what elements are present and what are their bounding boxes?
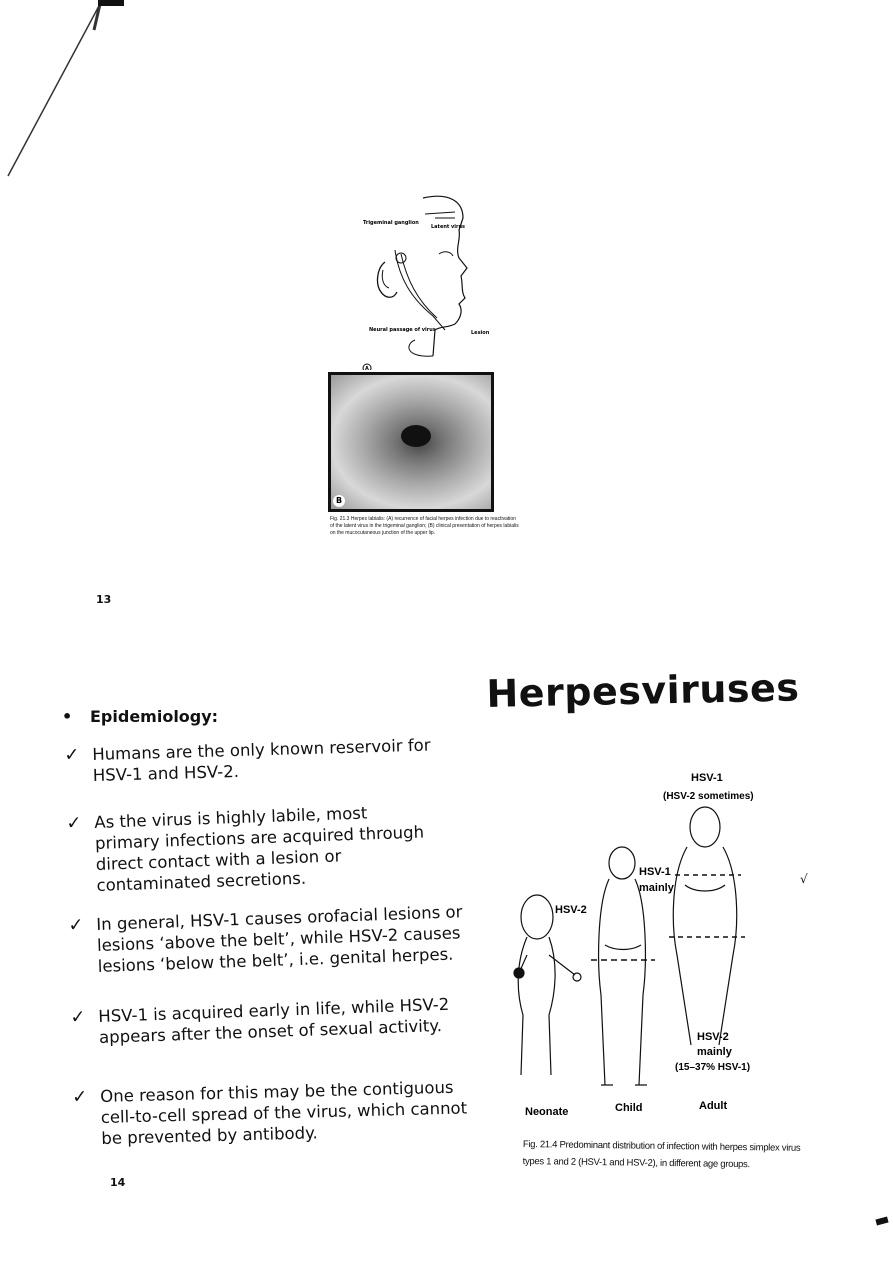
scan-mark-bottom-right bbox=[875, 1217, 888, 1226]
point-age-acquisition bbox=[70, 993, 459, 1048]
label-adult-bottom-sub: mainly bbox=[697, 1046, 732, 1058]
point-text: As the virus is highly labile, most primary infections are acquired through direct contact with a lesion or contaminated secretions. bbox=[94, 803, 425, 895]
label-neural-passage: Neural passage of virus bbox=[369, 327, 436, 333]
point-cell-spread bbox=[72, 1076, 482, 1149]
figure-21-3-caption: Fig. 21.3 Herpes labialis: (A) recurrence of facial herpes infection due to reactivation of the latent virus in the trigeminal ganglion; (B) clinical presentation of herpes labialis on the mucocutaneous junction of the upper lip. bbox=[330, 516, 519, 536]
label-neonate: Neonate bbox=[525, 1106, 569, 1118]
check-icon: ✓ bbox=[68, 914, 84, 936]
label-neonate-top: HSV-2 bbox=[555, 904, 587, 916]
point-text: HSV-1 is acquired early in life, while HSV-2 appears after the onset of sexual activity. bbox=[98, 994, 450, 1047]
label-child-top-sub: mainly bbox=[639, 882, 674, 894]
point-belt bbox=[68, 901, 468, 977]
label-panel-a: A bbox=[365, 366, 369, 370]
label-adult-bottom: HSV-2 bbox=[697, 1031, 729, 1043]
bullet-glyph: • bbox=[62, 707, 73, 726]
epidemiology-heading bbox=[62, 707, 218, 726]
check-icon: ✓ bbox=[72, 1086, 88, 1108]
point-text: One reason for this may be the contiguous cell-to-cell spread of the virus, which cannot be prevented by antibody. bbox=[100, 1077, 468, 1148]
figure-21-4-caption: Fig. 21.4 Predominant distribution of infection with herpes simplex virus types 1 and 2 (HSV-1 and HSV-2), in different age groups. bbox=[522, 1138, 801, 1171]
herpes-labialis-diagram bbox=[355, 188, 505, 370]
label-child-top: HSV-1 bbox=[639, 866, 671, 878]
label-adult-top: HSV-1 bbox=[691, 772, 723, 784]
margin-tick-mark: √ bbox=[800, 872, 808, 886]
label-latent-virus: Latent virus bbox=[431, 224, 466, 230]
point-transmission bbox=[66, 800, 427, 895]
page-number-upper: 13 bbox=[96, 593, 112, 606]
check-icon: ✓ bbox=[64, 744, 80, 766]
label-panel-b: B bbox=[333, 495, 345, 507]
point-reservoir bbox=[64, 734, 453, 786]
check-icon: ✓ bbox=[70, 1006, 86, 1028]
page-number-lower: 14 bbox=[110, 1176, 126, 1189]
point-text: Humans are the only known reservoir for HSV-1 and HSV-2. bbox=[92, 735, 431, 785]
point-text: In general, HSV-1 causes orofacial lesions or lesions ‘above the belt’, while HSV-2 causes lesions ‘below the belt’, i.e. genital herpes. bbox=[96, 902, 463, 976]
label-trigeminal-ganglion: Trigeminal ganglion bbox=[363, 220, 419, 226]
scan-mark-top bbox=[98, 0, 124, 6]
corner-scan-line bbox=[0, 0, 120, 180]
lesion-mark bbox=[401, 425, 431, 447]
label-adult: Adult bbox=[699, 1100, 728, 1112]
slide-title: Herpesviruses bbox=[486, 665, 800, 716]
hsv-age-distribution-diagram bbox=[505, 765, 780, 1125]
label-adult-bottom-sub2: (15–37% HSV-1) bbox=[675, 1062, 751, 1073]
herpes-labialis-photo bbox=[328, 372, 494, 512]
neonate-figure bbox=[514, 895, 581, 1075]
label-child: Child bbox=[615, 1102, 643, 1114]
heading-text: Epidemiology: bbox=[90, 707, 219, 726]
label-adult-top-sub: (HSV-2 sometimes) bbox=[663, 791, 754, 802]
adult-figure bbox=[673, 807, 736, 1045]
check-icon: ✓ bbox=[66, 812, 82, 834]
label-lesion: Lesion bbox=[471, 330, 490, 336]
